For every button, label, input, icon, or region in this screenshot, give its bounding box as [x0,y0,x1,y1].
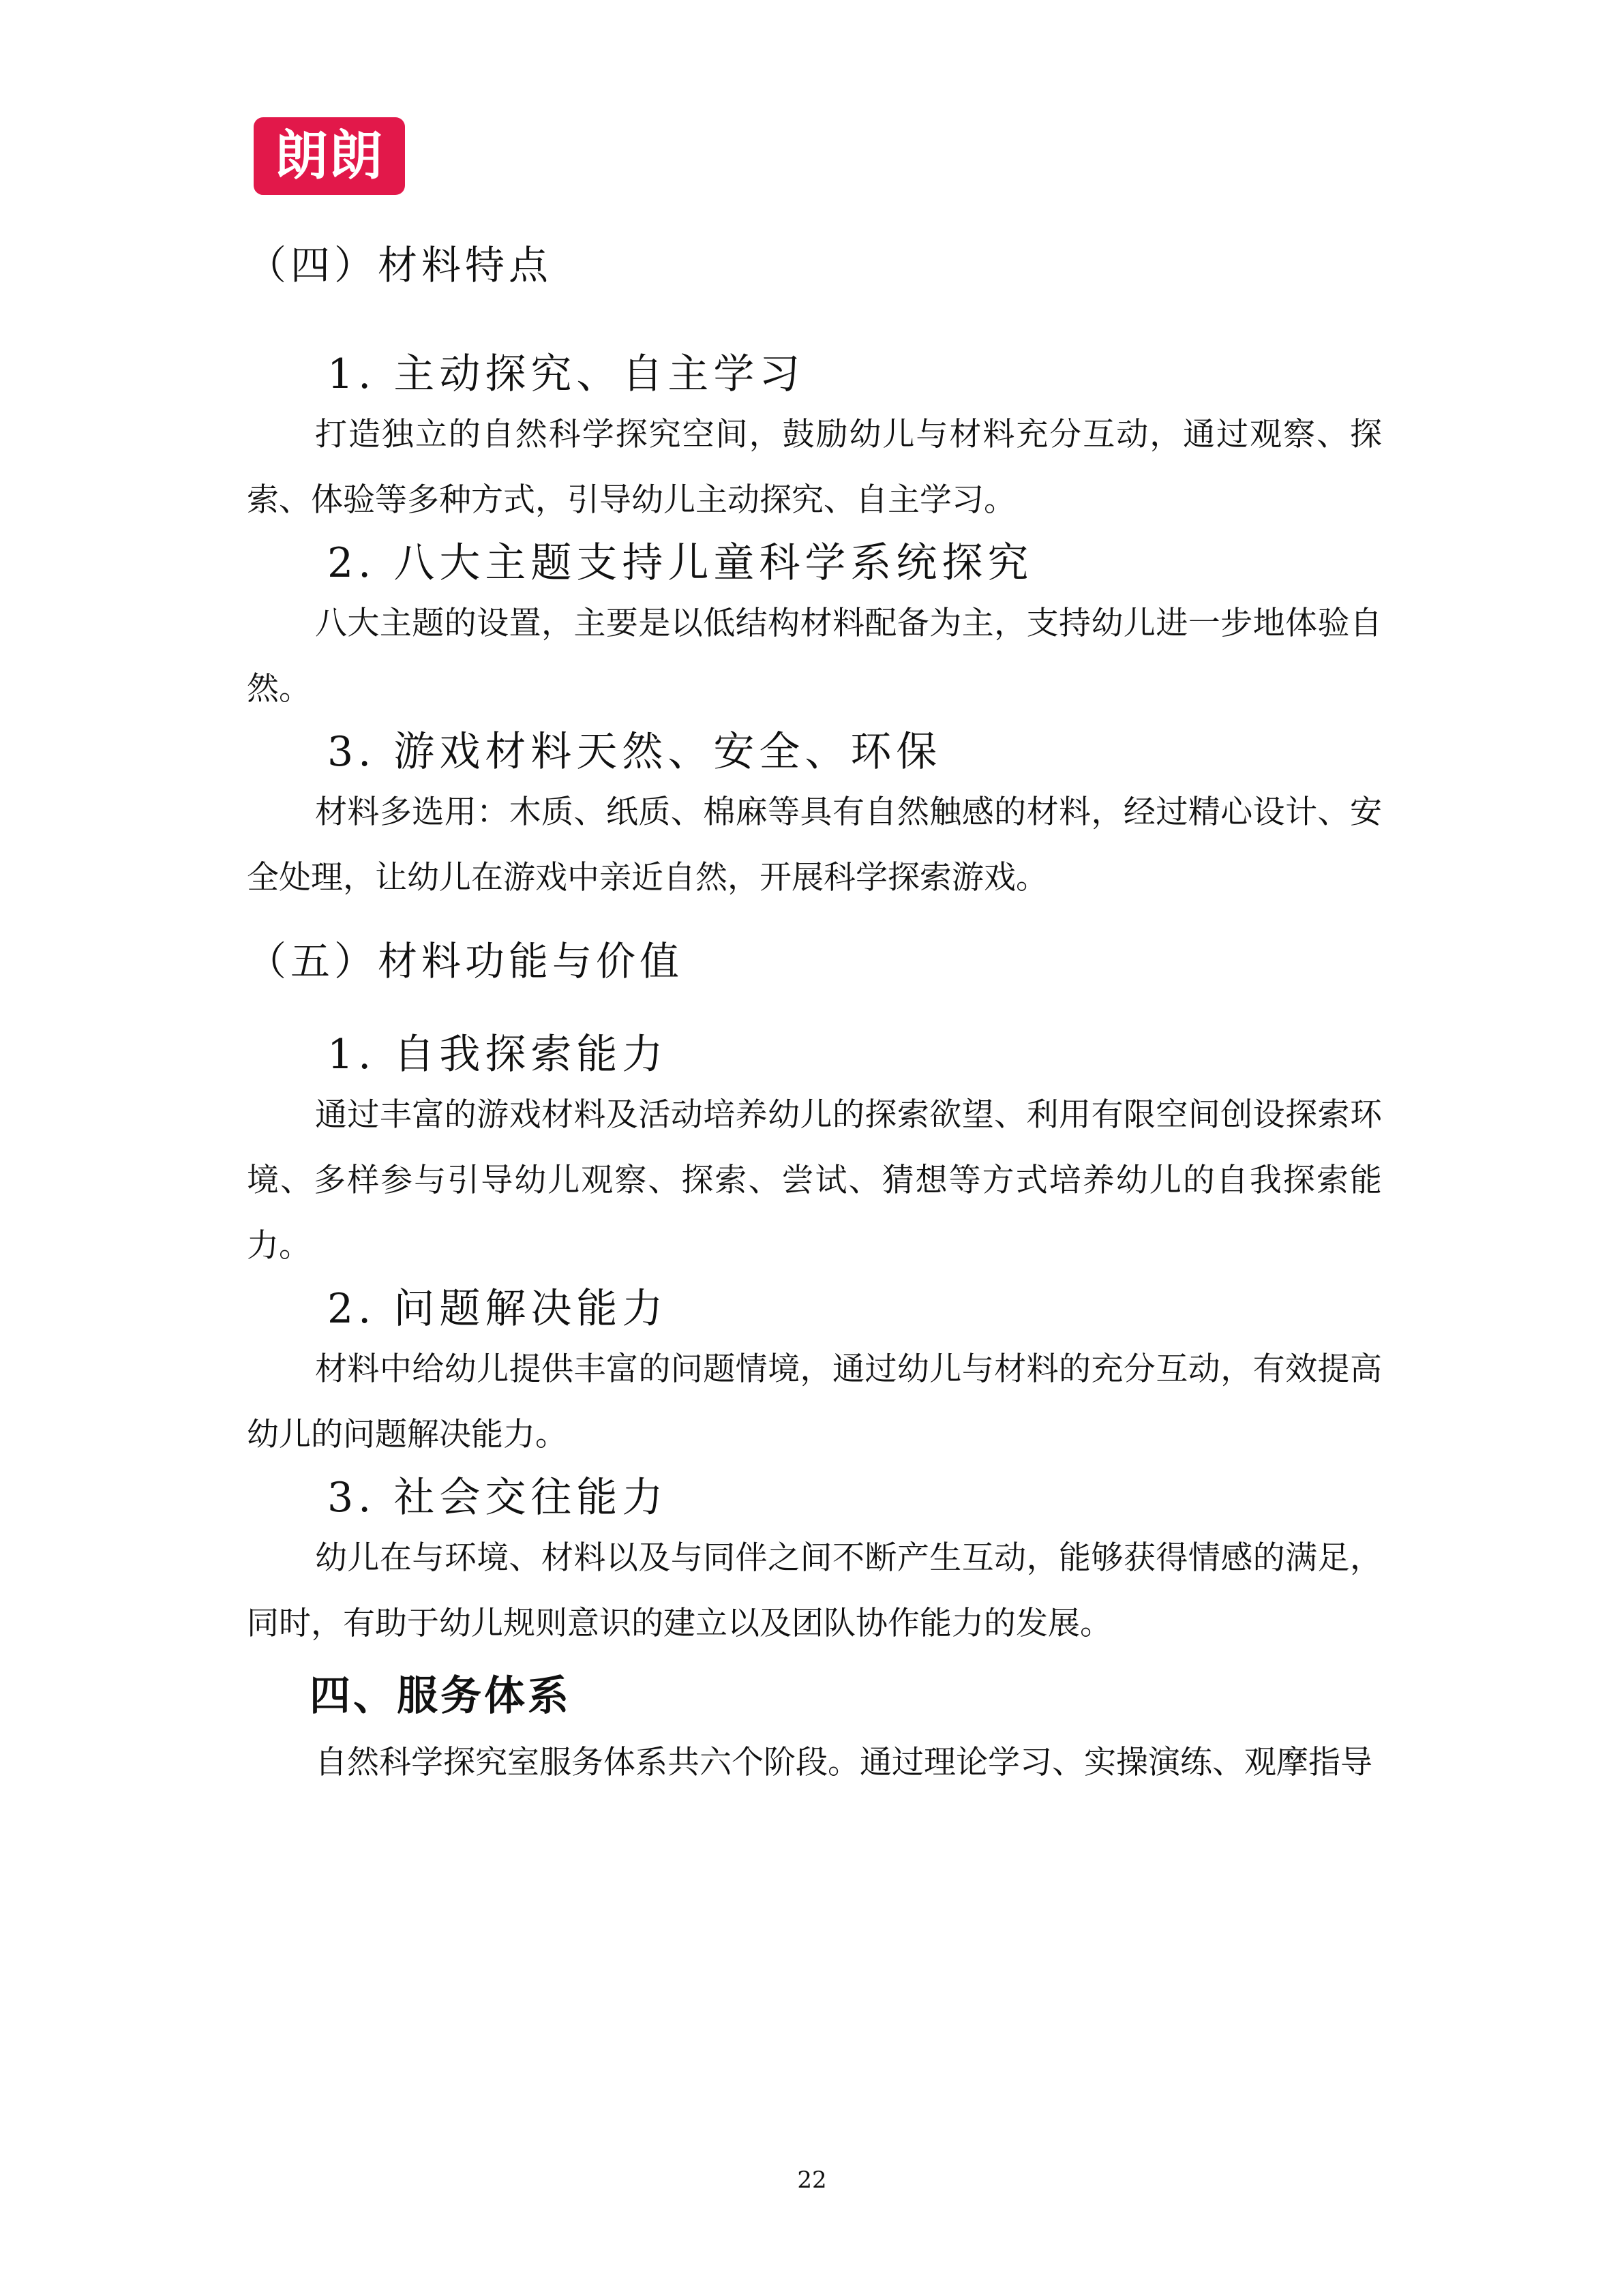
brand-logo [254,117,405,195]
section-4-item-1-text: 打造独立的自然科学探究空间，鼓励幼儿与材料充分互动，通过观察、探索、体验等多种方式，引导幼儿主动探究、自主学习。 [247,415,1382,519]
section-4-item-2-heading: 2. 八大主题支持儿童科学系统探究 [327,539,1034,587]
document-body [247,242,1382,1796]
section-5-item-3-text: 幼儿在与环境、材料以及与同伴之间不断产生互动，能够获得情感的满足，同时，有助于幼儿规则意识的建立以及团队协作能力的发展。 [247,1539,1382,1643]
chapter-4-intro-text: 自然科学探究室服务体系共六个阶段。通过理论学习、实操演练、观摩指导 [315,1744,1372,1782]
section-4-item-3-text: 材料多选用：木质、纸质、棉麻等具有自然触感的材料，经过精心设计、安全处理，让幼儿在游戏中亲近自然，开展科学探索游戏。 [247,793,1382,896]
page-number: 22 [797,2166,827,2194]
section-4-item-3-heading: 3. 游戏材料天然、安全、环保 [327,727,942,776]
section-4-item-2-text: 八大主题的设置，主要是以低结构材料配备为主，支持幼儿进一步地体验自然。 [247,604,1382,708]
section-5-item-3-heading: 3. 社会交往能力 [327,1474,668,1522]
section-5-item-1-heading: 1. 自我探索能力 [327,1031,668,1079]
brand-logo-text: 朗朗 [274,125,384,187]
section-4-item-1-heading: 1. 主动探究、自主学习 [327,350,805,398]
section-5-item-2-text: 材料中给幼儿提供丰富的问题情境，通过幼儿与材料的充分互动，有效提高幼儿的问题解决能力。 [247,1350,1382,1454]
section-5-title: （五）材料功能与价值 [247,937,684,984]
section-4-title: （四）材料特点 [247,242,553,288]
section-5-item-1-text: 通过丰富的游戏材料及活动培养幼儿的探索欲望、利用有限空间创设探索环境、多样参与引导幼儿观察、探索、尝试、猜想等方式培养幼儿的自我探索能力。 [247,1096,1382,1265]
chapter-4-title: 四、服务体系 [310,1672,571,1721]
section-5-item-2-heading: 2. 问题解决能力 [327,1285,668,1333]
